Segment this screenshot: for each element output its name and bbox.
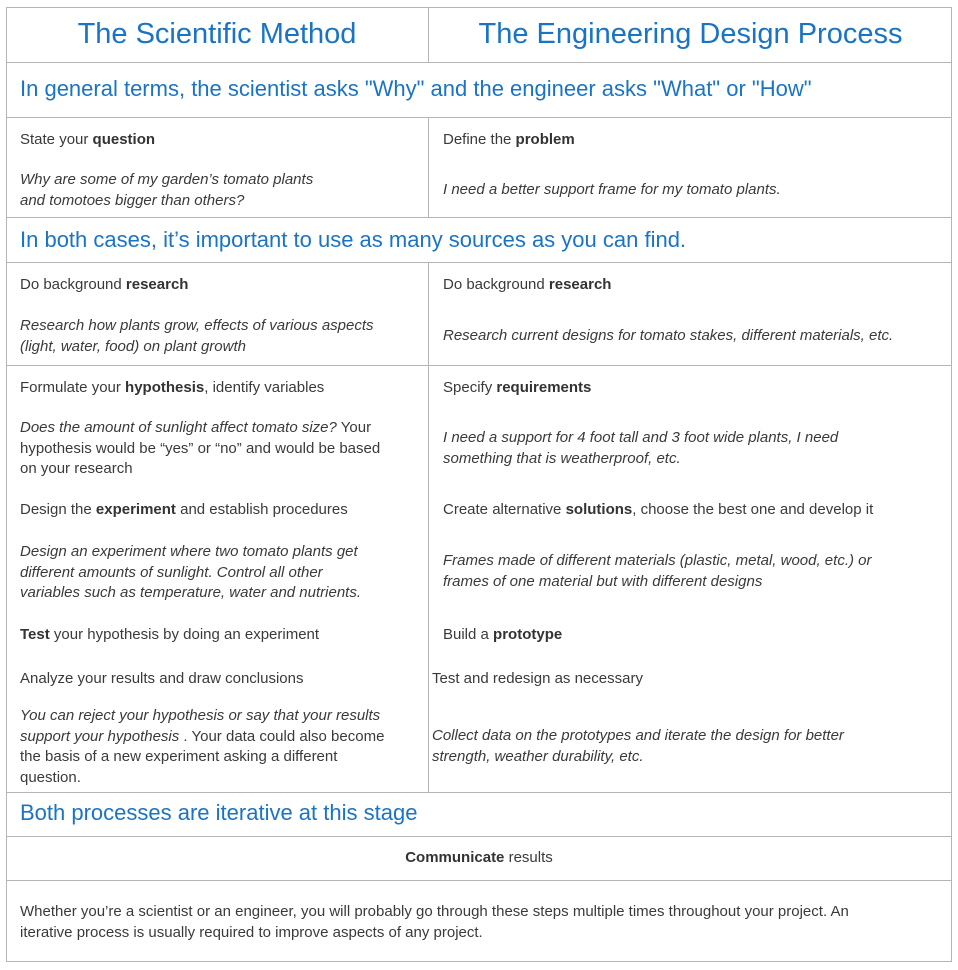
keyword: solutions: [565, 501, 633, 518]
cell-text: [20, 378, 324, 399]
step-text: , identify variables: [204, 379, 325, 396]
column-divider: [428, 262, 429, 792]
cell-text: [20, 170, 313, 211]
step-text: Whether you’re a scientist or an engineer, you will probably go through these steps multiple times throughout your project. An iterative process is usually required to improve aspects of any project.: [20, 903, 849, 941]
cell-text: [443, 500, 873, 521]
keyword: Communicate: [405, 849, 505, 866]
cell-text: [20, 316, 374, 357]
example-text: Collect data on the prototypes and iterate the design for better strength, weather durability, etc.: [432, 727, 844, 765]
cell-text: [20, 542, 361, 604]
cell-text: [6, 848, 952, 869]
cell-text: [432, 726, 844, 767]
cell-text: [443, 428, 838, 469]
general-banner: In general terms, the scientist asks "Why" and the engineer asks "What" or "How": [20, 76, 812, 101]
divider: [6, 836, 952, 837]
cell-text: [20, 669, 303, 690]
keyword: question: [92, 131, 156, 148]
step-text: Do background: [20, 276, 126, 293]
cell-text: [443, 378, 591, 399]
cell-text: [443, 551, 872, 592]
step-text: Create alternative: [443, 501, 566, 518]
keyword: experiment: [95, 501, 176, 518]
step-text: and establish procedures: [175, 501, 348, 518]
cell-text: [20, 130, 155, 151]
divider: [6, 365, 952, 366]
example-text: You can reject your hypothesis or say that your results support your hypothesis: [20, 707, 381, 745]
step-text: Do background: [443, 276, 549, 293]
cell-text: [443, 180, 781, 201]
cell-text: [20, 275, 188, 296]
scientific-method-title: The Scientific Method: [77, 18, 357, 50]
keyword: research: [125, 276, 189, 293]
step-text: Define the: [443, 131, 516, 148]
step-text: results: [504, 849, 553, 866]
keyword: research: [548, 276, 612, 293]
cell-text: [443, 130, 575, 151]
step-text: . Your data could also become the basis of a new experiment asking a different question.: [20, 727, 385, 786]
example-text: Design an experiment where two tomato plants get different amounts of sunlight. Control all other variables such as temperature, water and nutrients.: [20, 543, 362, 601]
column-divider: [428, 117, 429, 217]
divider: [6, 62, 952, 63]
keyword: hypothesis: [125, 379, 205, 396]
cell-text: [20, 625, 319, 646]
cell-text: [443, 625, 562, 646]
divider: [6, 217, 952, 218]
step-text: Test and redesign as necessary: [432, 670, 643, 687]
keyword: prototype: [493, 626, 563, 643]
cell-text: [20, 902, 849, 943]
keyword: problem: [515, 131, 575, 148]
cell-text: [443, 326, 893, 347]
example-text: Why are some of my garden’s tomato plants and tomotoes bigger than others?: [20, 171, 314, 209]
step-text: Your hypothesis would be “yes” or “no” and would be based on your research: [20, 419, 381, 477]
divider: [6, 262, 952, 263]
cell-text: [432, 669, 643, 690]
cell-text: [20, 706, 384, 788]
engineering-design-title: The Engineering Design Process: [478, 18, 903, 50]
cell-text: [20, 500, 348, 521]
example-text: I need a support for 4 foot tall and 3 foot wide plants, I need something that is weatherproof, etc.: [443, 429, 839, 467]
divider: [6, 117, 952, 118]
example-text: I need a better support frame for my tomato plants.: [443, 181, 781, 198]
step-text: your hypothesis by doing an experiment: [49, 626, 320, 643]
keyword: requirements: [496, 379, 592, 396]
step-text: , choose the best one and develop it: [632, 501, 874, 518]
example-text: Research how plants grow, effects of various aspects (light, water, food) on plant growth: [20, 317, 374, 355]
divider: [6, 792, 952, 793]
divider: [6, 880, 952, 881]
iterative-banner: Both processes are iterative at this stage: [20, 800, 418, 825]
step-text: Specify: [443, 379, 497, 396]
step-text: Design the: [20, 501, 96, 518]
keyword: Test: [20, 626, 50, 643]
step-text: State your: [20, 131, 93, 148]
cell-text: [443, 275, 611, 296]
cell-text: [20, 418, 380, 480]
step-text: Build a: [443, 626, 494, 643]
example-text: Does the amount of sunlight affect tomato size?: [20, 419, 337, 436]
step-text: Analyze your results and draw conclusions: [20, 670, 304, 687]
example-text: Research current designs for tomato stakes, different materials, etc.: [443, 327, 894, 344]
step-text: Formulate your: [20, 379, 126, 396]
example-text: Frames made of different materials (plastic, metal, wood, etc.) or frames of one material but with different designs: [443, 552, 872, 590]
sources-banner: In both cases, it’s important to use as many sources as you can find.: [20, 227, 687, 252]
